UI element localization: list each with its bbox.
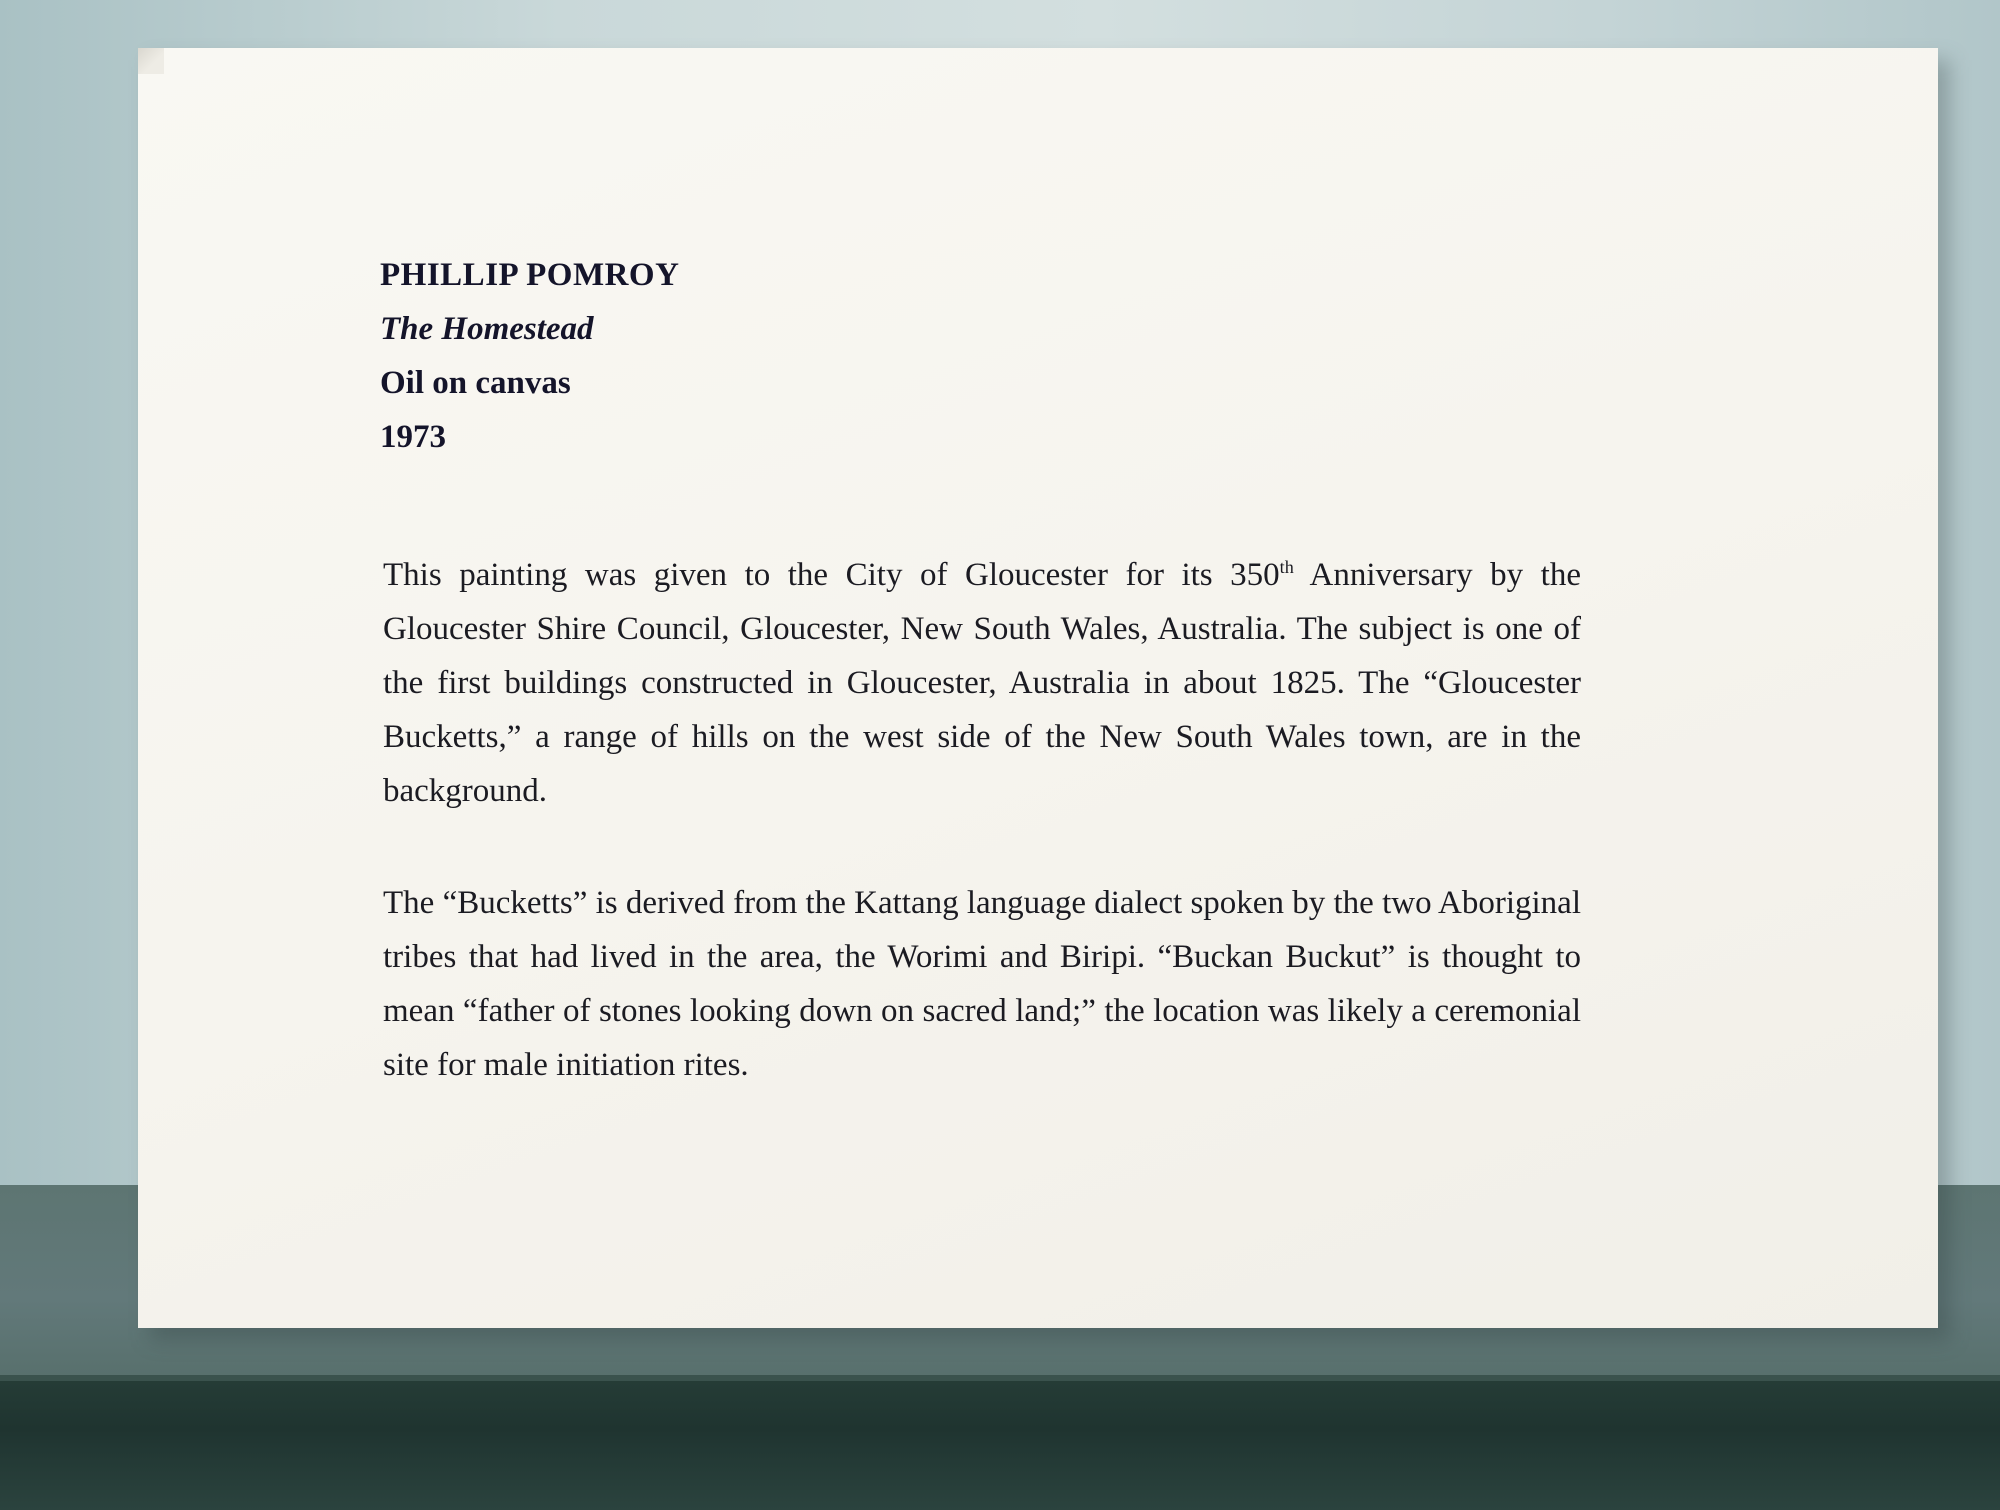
shelf-front (0, 1375, 2000, 1510)
artwork-year: 1973 (380, 419, 446, 455)
paragraph-1-text-a: This painting was given to the City of Gloucester for its 350 (383, 557, 1280, 593)
label-header (380, 248, 679, 464)
paragraph-1-text-b: Anniversary by the Gloucester Shire Council, Gloucester, New South Wales, Australia. The subject is one of the first buildings constructed in Gloucester, Australia in about 1825. The “Gloucester Bucketts,” a range of hills on the west side of the New South Wales town, are in the background. (383, 557, 1581, 809)
description-paragraph-1 (383, 548, 1581, 818)
artist-name: PHILLIP POMROY (380, 257, 680, 293)
artwork-medium: Oil on canvas (380, 365, 571, 401)
ordinal-suffix: th (1279, 557, 1294, 577)
museum-label-card (138, 48, 1938, 1328)
artwork-title: The Homestead (380, 311, 594, 347)
description-paragraph-2: The “Bucketts” is derived from the Kattang language dialect spoken by the two Aboriginal tribes that had lived in the area, the Worimi and Biripi. “Buckan Buckut” is thought to mean “father of stones looking down on sacred land;” the location was likely a ceremonial site for male initiation rites. (383, 885, 1581, 1083)
card-corner-wear (138, 48, 164, 74)
